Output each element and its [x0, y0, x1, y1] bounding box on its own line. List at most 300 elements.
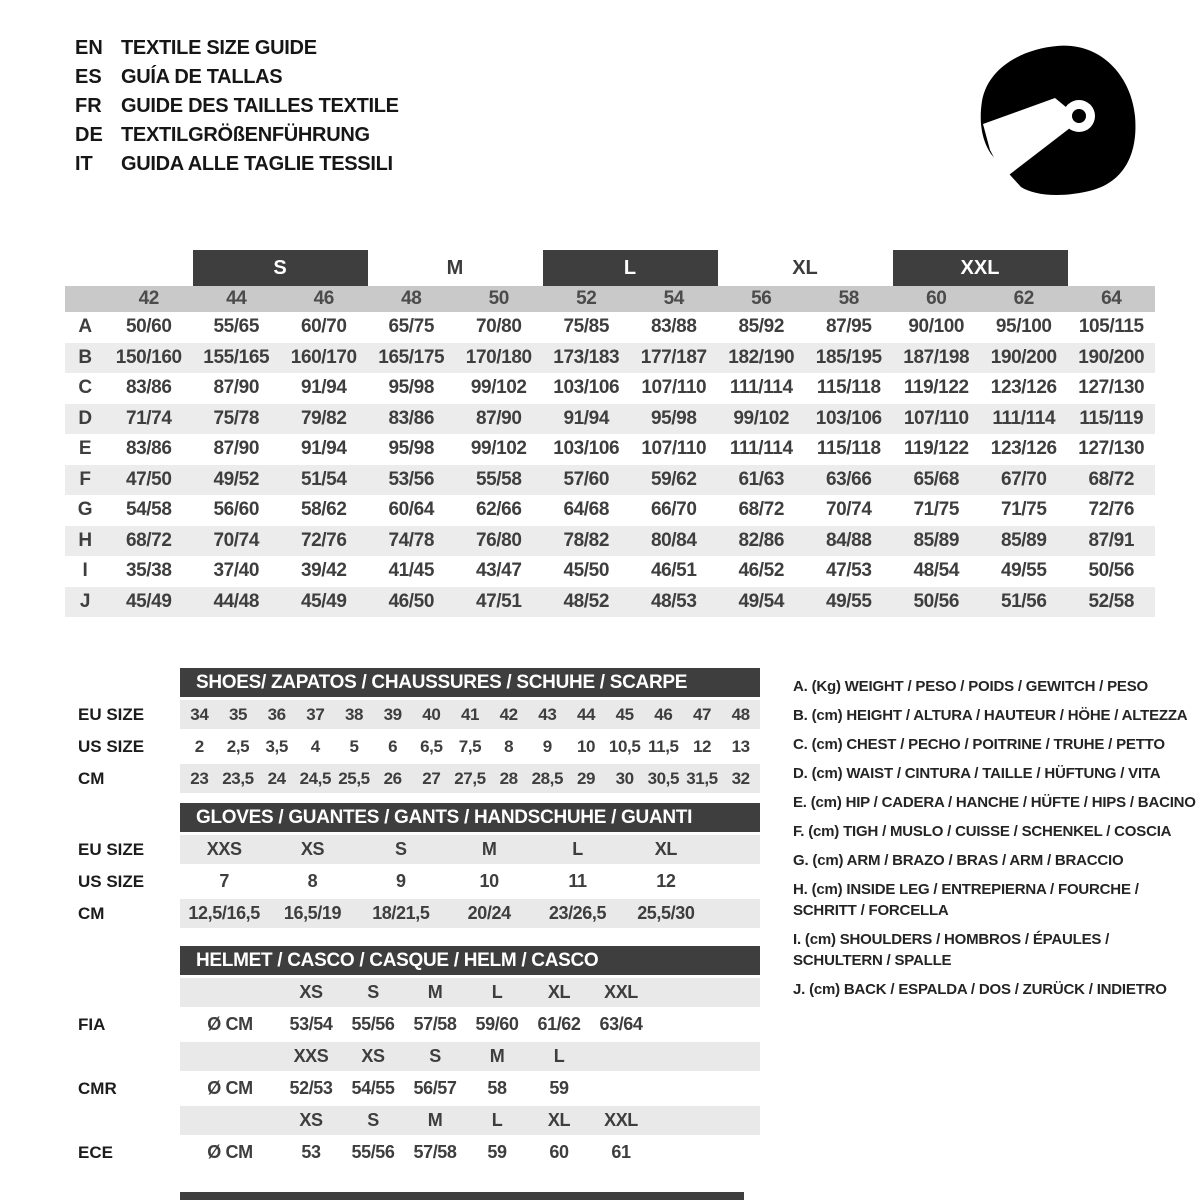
- size-value: 103/106: [815, 407, 882, 429]
- size-value: 99/102: [470, 438, 527, 460]
- size-value: 85/92: [738, 316, 785, 338]
- helmet-value-row: [65, 1010, 785, 1039]
- measure-row-h: [65, 526, 1155, 557]
- helmet-size: XXS: [293, 1046, 329, 1066]
- size-value: 37/40: [213, 560, 260, 582]
- table-row: [65, 700, 785, 729]
- size-value: 165/175: [378, 346, 445, 368]
- size-value: 71/75: [913, 499, 960, 521]
- value: 27: [422, 768, 441, 788]
- size-value: 83/88: [650, 316, 697, 338]
- size-table: [65, 250, 1155, 617]
- helmet-rows: [65, 978, 785, 1167]
- helmet-size: L: [553, 1046, 565, 1066]
- row-values: [180, 764, 760, 793]
- size-value: 65/75: [388, 316, 435, 338]
- size-value: 83/86: [125, 377, 172, 399]
- legend-item: H. (cm) INSIDE LEG / ENTREPIERNA / FOURCHE / SCHRITT / FORCELLA: [793, 881, 1139, 919]
- size-value: 64/68: [563, 499, 610, 521]
- helmet-size: XL: [547, 1110, 571, 1130]
- size-value: 155/165: [203, 346, 270, 368]
- row-label: EU SIZE: [78, 839, 145, 859]
- size-value: 49/52: [213, 468, 260, 490]
- size-value: 103/106: [553, 438, 620, 460]
- value: 35: [228, 704, 248, 724]
- size-value: 75/78: [213, 407, 260, 429]
- size-value: 84/88: [825, 529, 872, 551]
- unit-cell: Ø CM: [207, 1078, 253, 1098]
- size-value: 55/65: [213, 316, 260, 338]
- size-value: 75/85: [563, 316, 610, 338]
- table-row: [65, 764, 785, 793]
- size-value: 60/70: [300, 316, 347, 338]
- legend-item: J. (cm) BACK / ESPALDA / DOS / ZURÜCK / INDIETRO: [793, 981, 1167, 998]
- guide-title: GUIDE DES TAILLES TEXTILE: [121, 95, 399, 117]
- helmet-value: 56/57: [413, 1078, 457, 1098]
- language-code: EN: [75, 37, 103, 59]
- value: 47: [692, 704, 712, 724]
- size-value: 150/160: [115, 346, 182, 368]
- value: 3,5: [265, 736, 288, 756]
- value: 24,5: [299, 768, 332, 788]
- size-value: 87/90: [475, 407, 522, 429]
- value: 23/26,5: [548, 903, 607, 923]
- row-label: [65, 1106, 180, 1135]
- size-value: 123/126: [990, 438, 1057, 460]
- value: 39: [383, 704, 402, 724]
- helmet-value: 63/64: [599, 1014, 643, 1034]
- corner-cell: [65, 286, 105, 312]
- value: 36: [267, 704, 286, 724]
- row-letter: A: [78, 316, 92, 338]
- measure-row-c: [65, 373, 1155, 404]
- value: 13: [731, 736, 750, 756]
- row-stripe: [180, 1042, 760, 1071]
- legend-item: G. (cm) ARM / BRAZO / BRAS / ARM / BRACCIO: [793, 852, 1124, 869]
- helmet-value: 54/55: [351, 1078, 395, 1098]
- numeric-size: 42: [138, 288, 159, 309]
- helmet-size-row: [65, 1106, 785, 1135]
- size-value: 61/63: [738, 468, 785, 490]
- measure-row-i: [65, 556, 1155, 587]
- size-value: 91/94: [300, 377, 347, 399]
- table-row: [65, 899, 785, 928]
- value: 8: [307, 871, 318, 891]
- size-value: 111/114: [992, 407, 1056, 429]
- row-values: [180, 899, 710, 928]
- size-value: 160/170: [290, 346, 357, 368]
- row-label: [65, 1042, 180, 1071]
- language-list: [75, 34, 399, 179]
- shoes-title: SHOES/ ZAPATOS / CHAUSSURES / SCHUHE / SCARPE: [180, 668, 760, 697]
- helmet-size: M: [427, 1110, 443, 1130]
- size-value: 87/91: [1088, 529, 1135, 551]
- value: 34: [190, 704, 209, 724]
- value: 2,5: [226, 736, 250, 756]
- size-value: 127/130: [1078, 377, 1145, 399]
- size-value: 41/45: [388, 560, 435, 582]
- helmet-size: L: [491, 1110, 503, 1130]
- value: 25,5: [338, 768, 370, 788]
- size-value: 47/51: [475, 590, 522, 612]
- measure-row-f: [65, 465, 1155, 496]
- size-value: 119/122: [903, 438, 969, 460]
- value: 42: [499, 704, 518, 724]
- value: 30: [615, 768, 634, 788]
- value: XS: [300, 839, 325, 859]
- value: 23,5: [222, 768, 254, 788]
- size-value: 115/118: [816, 377, 881, 399]
- size-value: 78/82: [563, 529, 610, 551]
- size-value: 115/118: [816, 438, 881, 460]
- helmet-size: XS: [299, 1110, 323, 1130]
- row-letter: E: [78, 438, 92, 460]
- value: 20/24: [467, 903, 511, 923]
- size-value: 83/86: [125, 438, 172, 460]
- size-value: 71/75: [1000, 499, 1047, 521]
- helmet-values: [180, 1138, 652, 1167]
- value: 27,5: [454, 768, 486, 788]
- value: XXS: [206, 839, 242, 859]
- size-value: 87/90: [213, 377, 260, 399]
- helmet-size: M: [427, 982, 443, 1002]
- size-group-xl: XL: [792, 256, 818, 279]
- helmet-sizes: [180, 978, 652, 1007]
- language-code: DE: [75, 124, 103, 146]
- size-value: 66/70: [650, 499, 697, 521]
- size-value: 85/89: [1000, 529, 1047, 551]
- value: 28,5: [531, 768, 564, 788]
- value: 37: [306, 704, 325, 724]
- size-group-xxl: XXL: [893, 250, 1068, 286]
- helmet-title: HELMET / CASCO / CASQUE / HELM / CASCO: [180, 946, 760, 975]
- guide-title: GUÍA DE TALLAS: [121, 66, 283, 88]
- helmet-value: 52/53: [289, 1078, 333, 1098]
- size-value: 53/56: [388, 468, 435, 490]
- size-value: 107/110: [641, 438, 707, 460]
- size-value: 91/94: [300, 438, 347, 460]
- language-row: [75, 121, 399, 150]
- legend-item: D. (cm) WAIST / CINTURA / TAILLE / HÜFTUNG / VITA: [793, 765, 1161, 782]
- row-values: [180, 732, 760, 761]
- size-value: 63/66: [825, 468, 872, 490]
- value: 16,5/19: [283, 903, 342, 923]
- value: 48: [731, 704, 750, 724]
- numeric-size: 60: [926, 288, 947, 309]
- size-value: 74/78: [388, 529, 435, 551]
- size-number-row: [65, 286, 1155, 312]
- helmet-value: 59/60: [475, 1014, 519, 1034]
- helmet-size-row: [65, 978, 785, 1007]
- size-value: 56/60: [213, 499, 260, 521]
- helmet-value: 57/58: [413, 1014, 457, 1034]
- helmet-size: S: [367, 982, 379, 1002]
- size-value: 76/80: [475, 529, 522, 551]
- row-letter: G: [77, 499, 93, 521]
- value: 12: [692, 736, 712, 756]
- language-row: [75, 92, 399, 121]
- size-group-row: [65, 250, 1155, 286]
- row-letter: I: [82, 560, 88, 582]
- size-value: 173/183: [553, 346, 620, 368]
- helmet-size: XS: [299, 982, 323, 1002]
- row-stripe: [180, 700, 760, 729]
- value: 30,5: [647, 768, 680, 788]
- size-value: 95/98: [388, 377, 435, 399]
- measure-row-b: [65, 343, 1155, 374]
- numeric-size: 50: [488, 288, 509, 309]
- row-stripe: [180, 1010, 760, 1039]
- numeric-size: 48: [401, 288, 422, 309]
- size-value: 45/49: [125, 590, 172, 612]
- size-value: 46/51: [650, 560, 697, 582]
- size-value: 95/100: [995, 316, 1052, 338]
- row-label: CM: [78, 903, 105, 923]
- value: 26: [383, 768, 402, 788]
- value: 11: [568, 871, 587, 891]
- standard-label: FIA: [78, 1014, 106, 1034]
- size-value: 57/60: [563, 468, 610, 490]
- size-value: 79/82: [300, 407, 347, 429]
- helmet-size: L: [491, 982, 503, 1002]
- size-value: 99/102: [733, 407, 790, 429]
- size-value: 43/47: [475, 560, 522, 582]
- row-letter: B: [78, 346, 92, 368]
- row-label: [65, 978, 180, 1007]
- measure-row-a: [65, 312, 1155, 343]
- row-stripe: [180, 732, 760, 761]
- helmet-size: S: [367, 1110, 379, 1130]
- size-value: 59/62: [650, 468, 697, 490]
- size-value: 50/60: [125, 316, 172, 338]
- value: 18/21,5: [372, 903, 430, 923]
- size-value: 177/187: [640, 346, 707, 368]
- helmet-sizes: [180, 1042, 652, 1071]
- value: 6: [388, 736, 398, 756]
- value: XL: [654, 839, 677, 859]
- value: 46: [654, 704, 673, 724]
- legend: [793, 676, 1200, 1008]
- legend-item: B. (cm) HEIGHT / ALTURA / HAUTEUR / HÖHE / ALTEZZA: [793, 707, 1188, 724]
- row-stripe: [180, 867, 760, 896]
- size-value: 35/38: [125, 560, 172, 582]
- row-values: [180, 835, 710, 864]
- value: 28: [499, 768, 518, 788]
- size-value: 82/86: [738, 529, 785, 551]
- unit-cell: Ø CM: [207, 1142, 253, 1162]
- value: 40: [422, 704, 441, 724]
- helmet-sizes: [180, 1106, 652, 1135]
- value: 10: [479, 871, 499, 891]
- value: 10,5: [608, 736, 641, 756]
- size-value: 111/114: [729, 377, 793, 399]
- value: 6,5: [420, 736, 443, 756]
- value: S: [395, 839, 407, 859]
- language-code: ES: [75, 66, 102, 88]
- value: 5: [349, 736, 359, 756]
- row-values: [180, 700, 760, 729]
- next-section-bar-cropped: [180, 1192, 744, 1200]
- size-value: 185/195: [815, 346, 882, 368]
- legend-item: I. (cm) SHOULDERS / HOMBROS / ÉPAULES / SCHULTERN / SPALLE: [793, 931, 1110, 969]
- size-value: 46/50: [388, 590, 435, 612]
- value: 9: [542, 736, 552, 756]
- helmet-size: S: [429, 1046, 441, 1066]
- helmet-value: 53/54: [289, 1014, 333, 1034]
- value: 41: [460, 704, 480, 724]
- size-value: 49/55: [1000, 560, 1047, 582]
- size-value: 58/62: [300, 499, 347, 521]
- size-value: 70/74: [825, 499, 872, 521]
- standard-label: CMR: [78, 1078, 117, 1098]
- size-value: 45/50: [563, 560, 610, 582]
- row-label: US SIZE: [78, 736, 145, 756]
- size-value: 49/55: [825, 590, 872, 612]
- value: 2: [194, 736, 204, 756]
- size-value: 48/52: [563, 590, 610, 612]
- value: M: [481, 839, 497, 859]
- language-code: FR: [75, 95, 102, 117]
- numeric-size: 58: [838, 288, 859, 309]
- size-group-l: L: [543, 250, 718, 286]
- size-value: 39/42: [300, 560, 347, 582]
- helmet-size-row: [65, 1042, 785, 1071]
- size-value: 72/76: [300, 529, 347, 551]
- gloves-section: [65, 803, 785, 928]
- language-code: IT: [75, 153, 93, 175]
- table-row: [65, 835, 785, 864]
- size-value: 68/72: [125, 529, 172, 551]
- value: 12,5/16,5: [188, 903, 260, 923]
- racing-helmet-icon: [975, 40, 1145, 205]
- standard-label: ECE: [78, 1142, 113, 1162]
- size-value: 47/53: [825, 560, 872, 582]
- size-value: 87/90: [213, 438, 260, 460]
- shoes-section: [65, 668, 785, 793]
- size-value: 62/66: [475, 499, 522, 521]
- legend-item: C. (cm) CHEST / PECHO / POITRINE / TRUHE / PETTO: [793, 736, 1165, 753]
- helmet-value: 61: [611, 1142, 631, 1162]
- size-value: 55/58: [475, 468, 522, 490]
- numeric-size: 44: [226, 288, 247, 309]
- helmet-value: 55/56: [351, 1014, 395, 1034]
- size-value: 190/200: [990, 346, 1057, 368]
- size-value: 68/72: [738, 499, 785, 521]
- value: 32: [731, 768, 750, 788]
- size-value: 107/110: [903, 407, 969, 429]
- helmet-value: 58: [487, 1078, 507, 1098]
- size-value: 72/76: [1088, 499, 1135, 521]
- measure-row-d: [65, 404, 1155, 435]
- helmet-value: 59: [549, 1078, 569, 1098]
- guide-title: TEXTILGRÖßENFÜHRUNG: [121, 124, 370, 146]
- size-value: 85/89: [913, 529, 960, 551]
- value: 4: [310, 736, 320, 756]
- size-value: 44/48: [213, 590, 260, 612]
- value: 24: [267, 768, 286, 788]
- size-value: 45/49: [300, 590, 347, 612]
- size-value: 123/126: [990, 377, 1057, 399]
- row-stripe: [180, 764, 760, 793]
- value: 44: [576, 704, 596, 724]
- value: 9: [396, 871, 406, 891]
- helmet-value: 59: [487, 1142, 507, 1162]
- helmet-section: [65, 946, 785, 1167]
- size-value: 50/56: [913, 590, 960, 612]
- guide-title: TEXTILE SIZE GUIDE: [121, 37, 317, 59]
- legend-item: E. (cm) HIP / CADERA / HANCHE / HÜFTE / HIPS / BACINO: [793, 794, 1196, 811]
- legend-item: F. (cm) TIGH / MUSLO / CUISSE / SCHENKEL / COSCIA: [793, 823, 1172, 840]
- value: 23: [190, 768, 209, 788]
- shoes-rows: [65, 700, 785, 793]
- gloves-title: GLOVES / GUANTES / GANTS / HANDSCHUHE / GUANTI: [180, 803, 760, 832]
- helmet-value: 53: [301, 1142, 321, 1162]
- size-value: 103/106: [553, 377, 620, 399]
- guide-title: GUIDA ALLE TAGLIE TESSILI: [121, 153, 393, 175]
- size-value: 48/54: [913, 560, 960, 582]
- helmet-value: 61/62: [537, 1014, 581, 1034]
- helmet-value: 60: [549, 1142, 569, 1162]
- table-row: [65, 867, 785, 896]
- legend-item: A. (Kg) WEIGHT / PESO / POIDS / GEWITCH / PESO: [793, 678, 1148, 695]
- helmet-value-row: [65, 1138, 785, 1167]
- helmet-value: 57/58: [413, 1142, 457, 1162]
- row-stripe: [180, 899, 760, 928]
- size-value: 49/54: [738, 590, 785, 612]
- language-row: [75, 150, 399, 179]
- gloves-rows: [65, 835, 785, 928]
- row-stripe: [180, 1106, 760, 1135]
- size-value: 87/95: [825, 316, 872, 338]
- size-value: 95/98: [650, 407, 697, 429]
- size-value: 83/86: [388, 407, 435, 429]
- size-value: 71/74: [125, 407, 172, 429]
- row-label: EU SIZE: [78, 704, 145, 724]
- value: 7,5: [458, 736, 482, 756]
- size-value: 67/70: [1000, 468, 1047, 490]
- unit-cell: [180, 978, 280, 1007]
- size-value: 127/130: [1078, 438, 1145, 460]
- row-letter: C: [78, 377, 92, 399]
- language-row: [75, 34, 399, 63]
- size-value: 182/190: [728, 346, 795, 368]
- helmet-size: M: [489, 1046, 505, 1066]
- size-value: 68/72: [1088, 468, 1135, 490]
- value: 25,5/30: [637, 903, 695, 923]
- row-letter: D: [78, 407, 92, 429]
- size-group-m: M: [446, 256, 464, 279]
- measure-row-j: [65, 587, 1155, 618]
- row-letter: F: [79, 468, 91, 490]
- size-value: 54/58: [125, 499, 172, 521]
- size-value: 65/68: [913, 468, 960, 490]
- row-stripe: [180, 835, 760, 864]
- helmet-value: 55/56: [351, 1142, 395, 1162]
- size-value: 46/52: [738, 560, 785, 582]
- value: 8: [504, 736, 514, 756]
- helmet-value-row: [65, 1074, 785, 1103]
- value: 43: [538, 704, 557, 724]
- size-value: 170/180: [465, 346, 532, 368]
- table-row: [65, 732, 785, 761]
- size-value: 90/100: [908, 316, 965, 338]
- size-value: 70/80: [475, 316, 522, 338]
- size-value: 70/74: [213, 529, 260, 551]
- size-value: 119/122: [903, 377, 969, 399]
- size-value: 111/114: [729, 438, 793, 460]
- size-value: 187/198: [903, 346, 970, 368]
- row-label: CM: [78, 768, 105, 788]
